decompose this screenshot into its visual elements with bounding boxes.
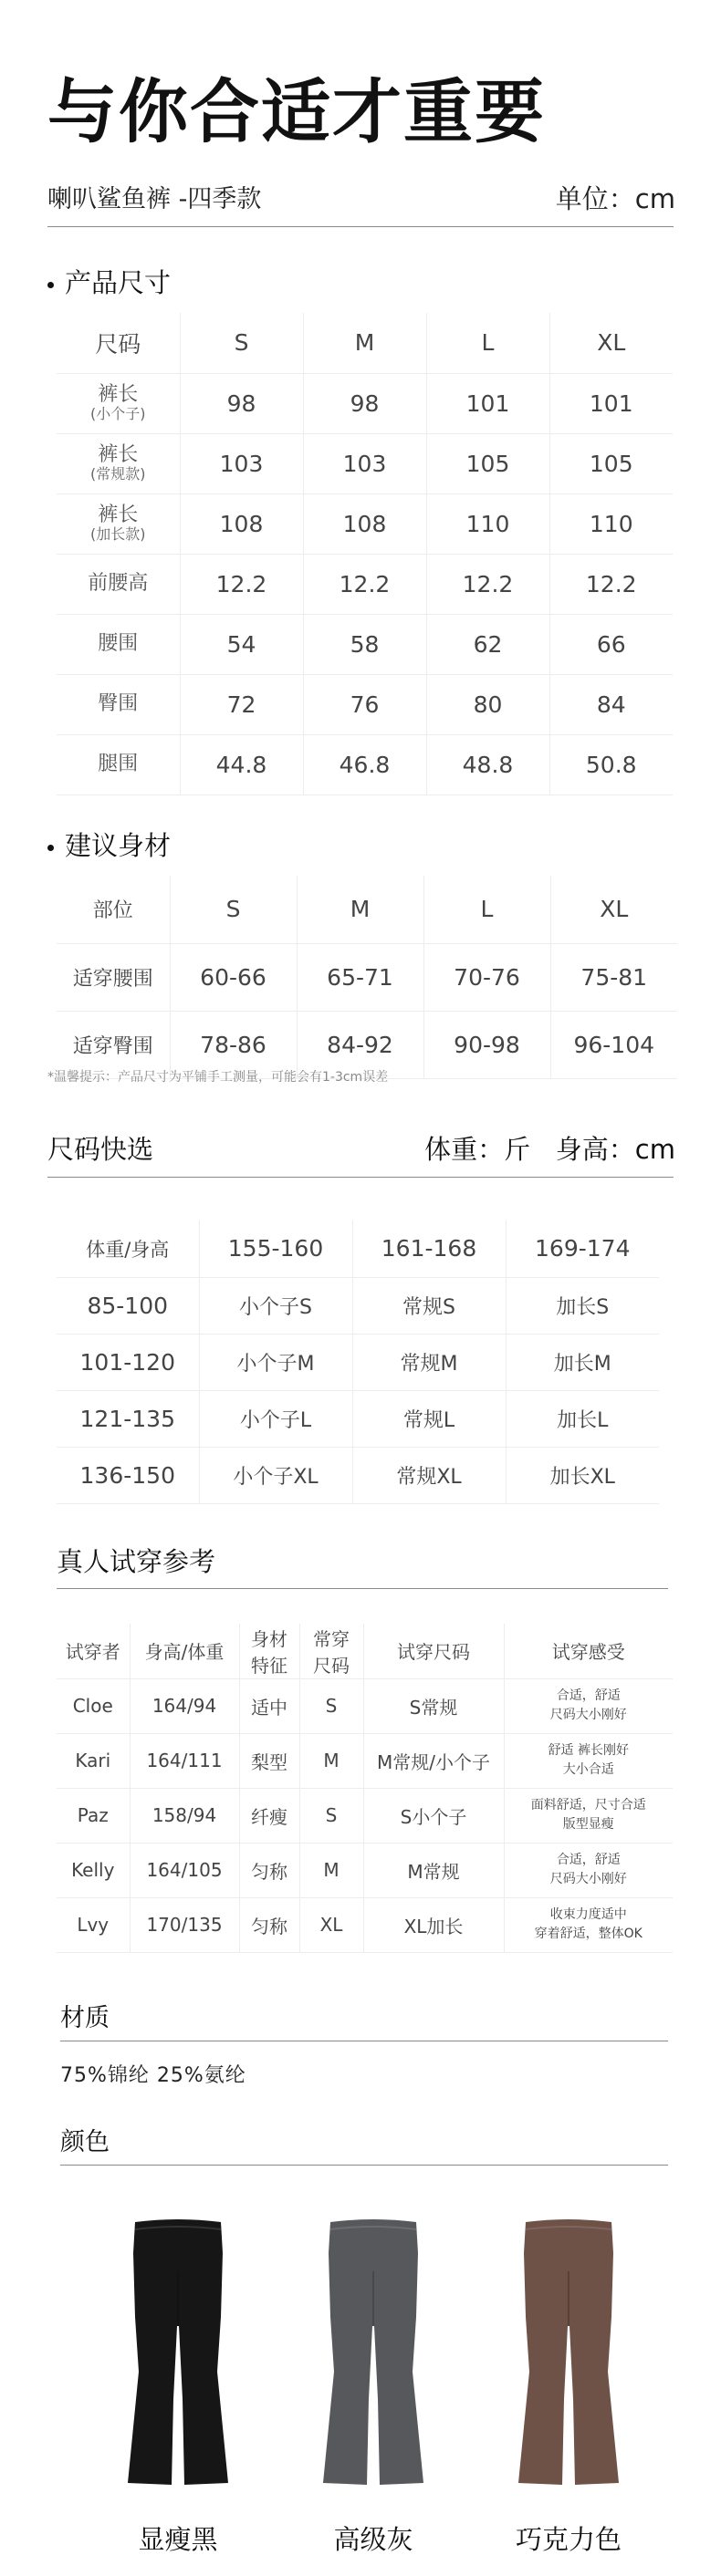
unit-label: 单位：cm — [555, 183, 675, 214]
row-label — [57, 734, 180, 795]
tester-shape: 梨型 — [239, 1733, 299, 1788]
table-row — [57, 1733, 673, 1788]
table-cell: 加长S — [506, 1277, 659, 1334]
tester-height-weight: 164/111 — [130, 1733, 239, 1788]
row-label: 适穿臀围 — [57, 1011, 170, 1078]
tryon-table — [57, 1624, 673, 1953]
size-header-row — [57, 313, 673, 373]
table-cell: 44.8 — [180, 734, 303, 795]
body-heading — [47, 826, 171, 863]
row-label — [57, 614, 180, 674]
body-col-header: 部位 — [57, 876, 170, 943]
row-label-text: 前腰高 — [88, 572, 149, 596]
feedback-line: 舒适 裤长刚好 — [548, 1743, 629, 1758]
table-cell: 90-98 — [423, 1011, 550, 1078]
table-cell: 12.2 — [303, 554, 426, 614]
table-cell: 105 — [549, 433, 673, 493]
size-heading — [47, 263, 171, 300]
measure-note: *温馨提示：产品尺寸为平铺手工测量，可能会有1-3cm误差 — [47, 1070, 389, 1085]
table-cell: 66 — [549, 614, 673, 674]
row-label-sub: (常规款) — [90, 465, 146, 483]
body-col-header: M — [297, 876, 423, 943]
quick-table — [57, 1220, 659, 1504]
page-title: 与你合适才重要 — [47, 71, 546, 152]
tester-usual-size: S — [299, 1788, 363, 1843]
table-cell: 70-76 — [423, 943, 550, 1011]
table-cell: 12.2 — [426, 554, 549, 614]
row-label: 85-100 — [57, 1277, 199, 1334]
table-cell: 常规L — [352, 1390, 506, 1447]
body-col-header: L — [423, 876, 550, 943]
color-label-gray: 高级灰 — [333, 2524, 413, 2555]
tryon-divider — [57, 1588, 668, 1589]
table-cell: 108 — [303, 493, 426, 554]
feedback-line: 合适，舒适 — [556, 1688, 621, 1703]
tryon-col-header: 身材特征 — [239, 1624, 299, 1678]
row-label — [57, 554, 180, 614]
table-row — [57, 1277, 659, 1334]
tester-name: Lvy — [57, 1897, 130, 1952]
feedback-line: 大小合适 — [562, 1762, 614, 1777]
table-cell: 75-81 — [550, 943, 677, 1011]
table-cell: 54 — [180, 614, 303, 674]
colors-divider — [60, 2165, 668, 2166]
feedback-line: 收束力度适中 — [549, 1907, 627, 1922]
table-row — [57, 1788, 673, 1843]
row-label: 136-150 — [57, 1447, 199, 1503]
quick-col-header: 161-168 — [352, 1220, 506, 1277]
tester-shape: 匀称 — [239, 1897, 299, 1952]
table-row — [57, 373, 673, 433]
row-label-text: 腰围 — [98, 632, 139, 656]
tester-feedback — [504, 1733, 673, 1788]
tester-usual-size: M — [299, 1843, 363, 1897]
row-label-text: 裤长 — [98, 383, 139, 407]
quick-unit: 体重：斤 身高：cm — [424, 1134, 675, 1165]
table-row — [57, 493, 673, 554]
row-label: 适穿腰围 — [57, 943, 170, 1011]
feedback-line: 面料舒适，尺寸合适 — [530, 1798, 646, 1813]
body-col-header: S — [170, 876, 297, 943]
table-cell: 98 — [303, 373, 426, 433]
quick-divider — [47, 1177, 674, 1178]
row-label — [57, 373, 180, 433]
tester-height-weight: 164/105 — [130, 1843, 239, 1897]
table-cell: 108 — [180, 493, 303, 554]
table-cell: 小个子M — [199, 1334, 352, 1390]
pants-gray-icon — [314, 2217, 433, 2490]
table-row — [57, 614, 673, 674]
pants-black-icon — [119, 2217, 237, 2490]
quick-col-header: 169-174 — [506, 1220, 659, 1277]
table-row — [57, 554, 673, 614]
row-label — [57, 493, 180, 554]
table-cell: 加长XL — [506, 1447, 659, 1503]
tester-tried-size: M常规/小个子 — [363, 1733, 504, 1788]
tester-tried-size: XL加长 — [363, 1897, 504, 1952]
size-col-header: XL — [549, 313, 673, 373]
row-label: 121-135 — [57, 1390, 199, 1447]
row-label — [57, 433, 180, 493]
table-cell: 101 — [426, 373, 549, 433]
row-label-text: 裤长 — [98, 504, 139, 527]
table-row — [57, 1843, 673, 1897]
table-cell: 小个子S — [199, 1277, 352, 1334]
table-row — [57, 734, 673, 795]
table-row — [57, 1447, 659, 1503]
feedback-line: 尺码大小刚好 — [549, 1708, 627, 1722]
table-cell: 60-66 — [170, 943, 297, 1011]
tryon-col-header: 试穿感受 — [504, 1624, 673, 1678]
quick-header-row — [57, 1220, 659, 1277]
table-cell: 50.8 — [549, 734, 673, 795]
feedback-line: 版型显瘦 — [562, 1817, 614, 1832]
tester-name: Kelly — [57, 1843, 130, 1897]
row-label: 101-120 — [57, 1334, 199, 1390]
table-cell: 110 — [549, 493, 673, 554]
quick-col-header: 155-160 — [199, 1220, 352, 1277]
tester-feedback — [504, 1788, 673, 1843]
pants-brown-icon — [509, 2217, 628, 2490]
table-cell: 48.8 — [426, 734, 549, 795]
tryon-header-row — [57, 1624, 673, 1678]
size-heading-text: 产品尺寸 — [65, 267, 172, 298]
quick-col-header: 体重/身高 — [57, 1220, 199, 1277]
size-col-header: S — [180, 313, 303, 373]
color-label-brown: 巧克力色 — [515, 2524, 622, 2555]
table-cell: 76 — [303, 674, 426, 734]
color-label-black: 显瘦黑 — [138, 2524, 218, 2555]
table-cell: 62 — [426, 614, 549, 674]
table-cell: 80 — [426, 674, 549, 734]
body-header-row — [57, 876, 677, 943]
tester-height-weight: 158/94 — [130, 1788, 239, 1843]
table-row — [57, 1390, 659, 1447]
table-cell: 12.2 — [180, 554, 303, 614]
table-row — [57, 674, 673, 734]
table-row — [57, 433, 673, 493]
bullet-icon — [47, 845, 54, 851]
product-name: 喇叭鲨鱼裤 -四季款 — [47, 185, 262, 213]
table-cell: 小个子L — [199, 1390, 352, 1447]
colors-heading: 颜色 — [60, 2128, 110, 2156]
material-text: 75%锦纶 25%氨纶 — [60, 2064, 246, 2087]
table-cell: 103 — [180, 433, 303, 493]
table-cell: 78-86 — [170, 1011, 297, 1078]
table-cell: 常规XL — [352, 1447, 506, 1503]
table-cell: 103 — [303, 433, 426, 493]
tryon-col-header: 试穿尺码 — [363, 1624, 504, 1678]
feedback-line: 穿着舒适，整体OK — [534, 1927, 643, 1941]
tester-name: Cloe — [57, 1678, 130, 1733]
table-cell: 101 — [549, 373, 673, 433]
tester-name: Paz — [57, 1788, 130, 1843]
table-cell: 96-104 — [550, 1011, 677, 1078]
tester-name: Kari — [57, 1733, 130, 1788]
tester-usual-size: M — [299, 1733, 363, 1788]
table-cell: 常规M — [352, 1334, 506, 1390]
table-cell: 小个子XL — [199, 1447, 352, 1503]
table-cell: 72 — [180, 674, 303, 734]
size-table — [57, 313, 673, 795]
table-row — [57, 1897, 673, 1952]
tester-shape: 匀称 — [239, 1843, 299, 1897]
tryon-col-header: 试穿者 — [57, 1624, 130, 1678]
table-row — [57, 1334, 659, 1390]
tryon-col-header: 常穿尺码 — [299, 1624, 363, 1678]
table-cell: 110 — [426, 493, 549, 554]
table-row — [57, 943, 677, 1011]
size-col-header: M — [303, 313, 426, 373]
tester-height-weight: 170/135 — [130, 1897, 239, 1952]
row-label-text: 腿围 — [98, 753, 139, 776]
row-label — [57, 674, 180, 734]
quick-heading: 尺码快选 — [47, 1134, 154, 1165]
tester-usual-size: XL — [299, 1897, 363, 1952]
table-cell: 58 — [303, 614, 426, 674]
table-cell: 105 — [426, 433, 549, 493]
body-table — [57, 876, 677, 1079]
body-heading-text: 建议身材 — [65, 830, 172, 861]
table-cell: 加长M — [506, 1334, 659, 1390]
table-cell: 98 — [180, 373, 303, 433]
header-divider — [47, 226, 674, 227]
tryon-col-header: 身高/体重 — [130, 1624, 239, 1678]
size-col-header: L — [426, 313, 549, 373]
tester-shape: 纤瘦 — [239, 1788, 299, 1843]
table-cell: 12.2 — [549, 554, 673, 614]
table-cell: 65-71 — [297, 943, 423, 1011]
row-label-sub: (小个子) — [90, 405, 146, 423]
material-heading: 材质 — [60, 2004, 110, 2032]
table-cell: 84-92 — [297, 1011, 423, 1078]
body-col-header: XL — [550, 876, 677, 943]
tester-tried-size: S常规 — [363, 1678, 504, 1733]
row-label-text: 裤长 — [98, 443, 139, 467]
tester-usual-size: S — [299, 1678, 363, 1733]
tester-shape: 适中 — [239, 1678, 299, 1733]
row-label-text: 臀围 — [98, 692, 139, 716]
feedback-line: 合适，舒适 — [556, 1853, 621, 1867]
row-label-sub: (加长款) — [90, 525, 146, 544]
table-cell: 46.8 — [303, 734, 426, 795]
tester-height-weight: 164/94 — [130, 1678, 239, 1733]
table-cell: 加长L — [506, 1390, 659, 1447]
tester-feedback — [504, 1897, 673, 1952]
bullet-icon — [47, 282, 54, 288]
table-row — [57, 1678, 673, 1733]
size-col-header: 尺码 — [57, 313, 180, 373]
table-cell: 常规S — [352, 1277, 506, 1334]
tester-feedback — [504, 1678, 673, 1733]
tryon-heading: 真人试穿参考 — [57, 1546, 216, 1577]
tester-feedback — [504, 1843, 673, 1897]
tester-tried-size: M常规 — [363, 1843, 504, 1897]
feedback-line: 尺码大小刚好 — [549, 1872, 627, 1886]
table-cell: 84 — [549, 674, 673, 734]
tester-tried-size: S小个子 — [363, 1788, 504, 1843]
